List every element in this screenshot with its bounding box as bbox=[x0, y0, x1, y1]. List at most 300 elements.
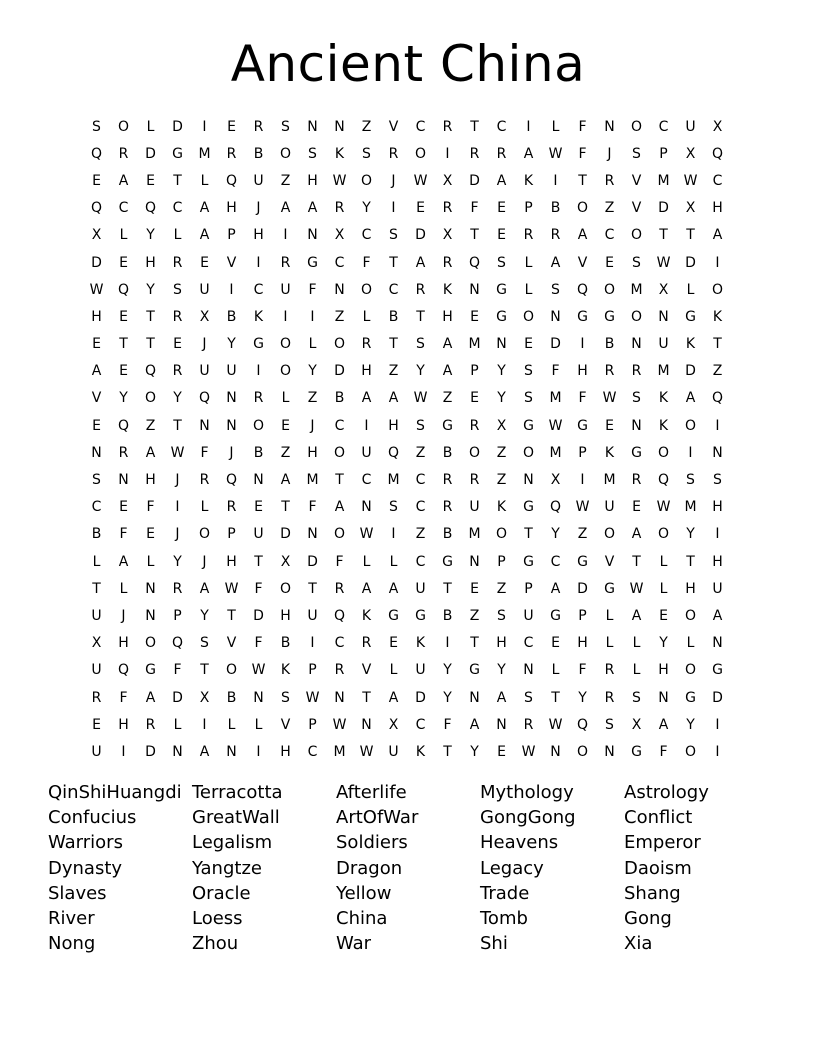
grid-letter: N bbox=[334, 689, 345, 706]
grid-letter: C bbox=[307, 743, 318, 760]
grid-letter: J bbox=[202, 553, 207, 570]
grid-letter: Y bbox=[686, 716, 695, 733]
grid-letter: L bbox=[686, 281, 695, 298]
grid-letter: N bbox=[145, 580, 156, 597]
grid-letter: W bbox=[656, 254, 671, 271]
grid-letter: T bbox=[308, 580, 317, 597]
grid-letter: T bbox=[362, 689, 371, 706]
word-list-item: Shang bbox=[624, 882, 681, 904]
grid-letter: D bbox=[334, 363, 345, 380]
grid-letter: Q bbox=[117, 662, 130, 679]
grid-letter: P bbox=[308, 662, 317, 679]
word-list-item: Zhou bbox=[192, 933, 239, 955]
grid-letter: P bbox=[227, 526, 236, 543]
grid-letter: F bbox=[308, 281, 317, 298]
grid-letter: T bbox=[119, 336, 128, 353]
grid-letter: Y bbox=[443, 662, 452, 679]
grid-letter: Z bbox=[496, 472, 507, 489]
grid-letter: C bbox=[334, 635, 345, 652]
grid-letter: Z bbox=[712, 363, 723, 380]
grid-letter: V bbox=[604, 553, 615, 570]
grid-letter: H bbox=[280, 607, 291, 624]
grid-letter: N bbox=[469, 553, 480, 570]
grid-letter: W bbox=[413, 390, 428, 407]
grid-letter: R bbox=[226, 145, 237, 162]
grid-letter: C bbox=[415, 118, 426, 135]
grid-letter: T bbox=[416, 308, 425, 325]
grid-letter: R bbox=[442, 200, 453, 217]
grid-letter: K bbox=[712, 308, 723, 325]
grid-letter: S bbox=[497, 254, 506, 271]
grid-letter: H bbox=[118, 635, 129, 652]
grid-letter: U bbox=[307, 607, 318, 624]
grid-letter: G bbox=[604, 580, 615, 597]
grid-letter: K bbox=[523, 172, 534, 189]
grid-letter: V bbox=[280, 716, 291, 733]
grid-letter: T bbox=[443, 743, 452, 760]
grid-letter: R bbox=[442, 499, 453, 516]
grid-letter: E bbox=[416, 200, 425, 217]
grid-letter: H bbox=[226, 553, 237, 570]
grid-letter: C bbox=[334, 254, 345, 271]
grid-letter: R bbox=[118, 145, 129, 162]
grid-letter: R bbox=[226, 499, 237, 516]
grid-letter: D bbox=[253, 607, 264, 624]
grid-letter: P bbox=[578, 444, 587, 461]
grid-letter: S bbox=[632, 390, 641, 407]
grid-letter: S bbox=[416, 417, 425, 434]
grid-letter: T bbox=[686, 553, 695, 570]
grid-letter: F bbox=[254, 580, 263, 597]
grid-letter: T bbox=[443, 580, 452, 597]
grid-letter: X bbox=[631, 716, 642, 733]
grid-letter: T bbox=[173, 417, 182, 434]
grid-letter: R bbox=[604, 172, 615, 189]
grid-letter: Y bbox=[362, 200, 371, 217]
grid-letter: C bbox=[658, 118, 669, 135]
grid-letter: H bbox=[685, 580, 696, 597]
grid-letter: R bbox=[523, 716, 534, 733]
grid-letter: N bbox=[496, 716, 507, 733]
grid-letter: W bbox=[548, 716, 563, 733]
grid-letter: I bbox=[445, 145, 450, 162]
word-list-item: Shi bbox=[480, 933, 508, 955]
grid-letter: E bbox=[470, 308, 479, 325]
grid-letter: S bbox=[632, 689, 641, 706]
grid-letter: H bbox=[442, 308, 453, 325]
grid-letter: U bbox=[199, 281, 210, 298]
grid-letter: L bbox=[281, 390, 290, 407]
grid-letter: B bbox=[253, 444, 264, 461]
grid-letter: T bbox=[227, 607, 236, 624]
grid-letter: W bbox=[575, 499, 590, 516]
grid-letter: S bbox=[200, 635, 209, 652]
grid-letter: D bbox=[658, 200, 669, 217]
grid-letter: B bbox=[226, 308, 237, 325]
grid-letter: G bbox=[631, 743, 642, 760]
grid-letter: G bbox=[415, 607, 426, 624]
grid-letter: E bbox=[119, 308, 128, 325]
grid-letter: X bbox=[280, 553, 291, 570]
grid-letter: R bbox=[604, 363, 615, 380]
grid-letter: N bbox=[469, 281, 480, 298]
word-list-item: Loess bbox=[192, 907, 243, 929]
grid-letter: Y bbox=[551, 526, 560, 543]
grid-letter: X bbox=[442, 227, 453, 244]
grid-letter: N bbox=[334, 118, 345, 135]
grid-letter: V bbox=[631, 172, 642, 189]
grid-letter: D bbox=[91, 254, 102, 271]
grid-letter: D bbox=[172, 118, 183, 135]
grid-letter: O bbox=[144, 390, 157, 407]
grid-letter: I bbox=[580, 472, 585, 489]
grid-letter: Y bbox=[200, 607, 209, 624]
grid-letter: S bbox=[524, 689, 533, 706]
grid-letter: H bbox=[307, 444, 318, 461]
word-list-item: China bbox=[336, 907, 388, 929]
grid-letter: B bbox=[334, 390, 345, 407]
grid-letter: S bbox=[362, 145, 371, 162]
grid-letter: L bbox=[173, 227, 182, 244]
grid-letter: I bbox=[526, 118, 531, 135]
grid-letter: O bbox=[684, 607, 697, 624]
grid-letter: Y bbox=[308, 363, 317, 380]
grid-letter: A bbox=[550, 580, 561, 597]
grid-letter: O bbox=[522, 444, 535, 461]
word-list-item: Legacy bbox=[480, 857, 544, 879]
grid-letter: A bbox=[145, 444, 156, 461]
grid-letter: I bbox=[256, 363, 261, 380]
grid-letter: F bbox=[551, 363, 560, 380]
grid-letter: C bbox=[496, 118, 507, 135]
grid-letter: C bbox=[253, 281, 264, 298]
grid-letter: A bbox=[523, 145, 534, 162]
grid-letter: O bbox=[522, 308, 535, 325]
grid-letter: M bbox=[657, 363, 670, 380]
letter-grid bbox=[83, 113, 731, 766]
grid-letter: T bbox=[470, 635, 479, 652]
grid-letter: W bbox=[548, 417, 563, 434]
grid-letter: S bbox=[281, 689, 290, 706]
grid-letter: W bbox=[629, 580, 644, 597]
grid-letter: I bbox=[121, 743, 126, 760]
word-list-item: Oracle bbox=[192, 882, 251, 904]
word-list-item: Tomb bbox=[480, 907, 528, 929]
grid-letter: O bbox=[279, 580, 292, 597]
grid-letter: H bbox=[361, 363, 372, 380]
grid-letter: G bbox=[685, 689, 696, 706]
grid-letter: Q bbox=[144, 363, 157, 380]
word-list-item: Daoism bbox=[624, 857, 692, 879]
grid-letter: Z bbox=[145, 417, 156, 434]
grid-letter: T bbox=[335, 472, 344, 489]
grid-letter: U bbox=[253, 172, 264, 189]
grid-letter: F bbox=[146, 499, 155, 516]
grid-letter: F bbox=[335, 553, 344, 570]
grid-letter: D bbox=[415, 227, 426, 244]
grid-letter: L bbox=[146, 118, 155, 135]
grid-letter: O bbox=[576, 200, 589, 217]
grid-letter: K bbox=[415, 635, 426, 652]
grid-letter: A bbox=[334, 499, 345, 516]
grid-letter: Y bbox=[173, 390, 182, 407]
grid-letter: E bbox=[605, 417, 614, 434]
grid-letter: A bbox=[145, 689, 156, 706]
grid-letter: C bbox=[118, 200, 129, 217]
grid-letter: W bbox=[332, 716, 347, 733]
grid-letter: Y bbox=[227, 336, 236, 353]
grid-letter: S bbox=[308, 145, 317, 162]
grid-letter: W bbox=[332, 172, 347, 189]
grid-letter: C bbox=[334, 417, 345, 434]
grid-letter: J bbox=[202, 336, 207, 353]
grid-letter: F bbox=[119, 689, 128, 706]
grid-letter: D bbox=[469, 172, 480, 189]
grid-letter: G bbox=[712, 662, 723, 679]
grid-letter: L bbox=[551, 118, 560, 135]
grid-letter: R bbox=[361, 635, 372, 652]
grid-letter: X bbox=[199, 308, 210, 325]
grid-letter: O bbox=[576, 743, 589, 760]
grid-letter: L bbox=[227, 716, 236, 733]
grid-letter: O bbox=[630, 308, 643, 325]
grid-letter: V bbox=[361, 662, 372, 679]
grid-letter: Y bbox=[659, 635, 668, 652]
grid-letter: G bbox=[685, 308, 696, 325]
grid-letter: Z bbox=[442, 390, 453, 407]
grid-letter: O bbox=[252, 417, 265, 434]
grid-letter: A bbox=[199, 227, 210, 244]
grid-letter: W bbox=[656, 499, 671, 516]
grid-letter: T bbox=[551, 689, 560, 706]
grid-letter: N bbox=[496, 336, 507, 353]
grid-letter: I bbox=[283, 227, 288, 244]
grid-letter: G bbox=[550, 607, 561, 624]
grid-letter: Y bbox=[470, 743, 479, 760]
grid-letter: P bbox=[578, 607, 587, 624]
grid-letter: E bbox=[119, 499, 128, 516]
grid-letter: N bbox=[145, 607, 156, 624]
grid-letter: S bbox=[416, 336, 425, 353]
grid-letter: Q bbox=[333, 607, 346, 624]
grid-letter: N bbox=[523, 472, 534, 489]
grid-letter: X bbox=[91, 635, 102, 652]
grid-letter: I bbox=[715, 417, 720, 434]
grid-letter: R bbox=[280, 254, 291, 271]
grid-letter: F bbox=[578, 662, 587, 679]
grid-letter: C bbox=[415, 499, 426, 516]
grid-letter: T bbox=[200, 662, 209, 679]
grid-letter: L bbox=[362, 308, 371, 325]
grid-letter: A bbox=[712, 607, 723, 624]
grid-letter: Z bbox=[604, 200, 615, 217]
grid-letter: A bbox=[280, 200, 291, 217]
grid-letter: N bbox=[307, 118, 318, 135]
grid-letter: I bbox=[175, 499, 180, 516]
grid-letter: W bbox=[359, 526, 374, 543]
grid-letter: E bbox=[92, 417, 101, 434]
grid-letter: E bbox=[92, 716, 101, 733]
grid-letter: F bbox=[308, 499, 317, 516]
grid-letter: N bbox=[523, 662, 534, 679]
grid-letter: A bbox=[685, 390, 696, 407]
grid-letter: L bbox=[632, 635, 641, 652]
grid-letter: L bbox=[632, 662, 641, 679]
grid-letter: L bbox=[686, 635, 695, 652]
grid-letter: I bbox=[310, 635, 315, 652]
grid-letter: K bbox=[658, 417, 669, 434]
grid-letter: F bbox=[470, 200, 479, 217]
grid-letter: E bbox=[173, 336, 182, 353]
grid-letter: D bbox=[577, 580, 588, 597]
grid-letter: I bbox=[202, 118, 207, 135]
grid-letter: R bbox=[91, 689, 102, 706]
grid-letter: T bbox=[146, 308, 155, 325]
grid-letter: N bbox=[172, 743, 183, 760]
grid-letter: A bbox=[631, 607, 642, 624]
grid-letter: Y bbox=[416, 363, 425, 380]
grid-letter: I bbox=[715, 254, 720, 271]
grid-letter: R bbox=[361, 336, 372, 353]
grid-letter: N bbox=[334, 281, 345, 298]
grid-letter: L bbox=[362, 553, 371, 570]
grid-letter: N bbox=[658, 689, 669, 706]
grid-letter: O bbox=[279, 145, 292, 162]
grid-letter: N bbox=[361, 499, 372, 516]
grid-letter: Q bbox=[198, 390, 211, 407]
grid-letter: R bbox=[442, 118, 453, 135]
grid-letter: R bbox=[469, 417, 480, 434]
word-list-item: Astrology bbox=[624, 782, 709, 803]
grid-letter: I bbox=[310, 308, 315, 325]
grid-letter: Q bbox=[711, 390, 724, 407]
grid-letter: R bbox=[442, 472, 453, 489]
grid-letter: D bbox=[172, 689, 183, 706]
word-list-item: ArtOfWar bbox=[336, 807, 419, 829]
grid-letter: K bbox=[253, 308, 264, 325]
grid-letter: W bbox=[548, 145, 563, 162]
grid-letter: T bbox=[470, 118, 479, 135]
grid-letter: A bbox=[361, 580, 372, 597]
grid-letter: Z bbox=[280, 444, 291, 461]
grid-letter: M bbox=[549, 390, 562, 407]
grid-letter: V bbox=[388, 118, 399, 135]
grid-letter: D bbox=[307, 553, 318, 570]
grid-letter: R bbox=[388, 145, 399, 162]
grid-letter: F bbox=[362, 254, 371, 271]
grid-letter: U bbox=[253, 526, 264, 543]
grid-letter: B bbox=[280, 635, 291, 652]
grid-letter: D bbox=[685, 363, 696, 380]
grid-letter: A bbox=[118, 553, 129, 570]
grid-letter: T bbox=[281, 499, 290, 516]
grid-letter: H bbox=[226, 200, 237, 217]
grid-letter: U bbox=[91, 607, 102, 624]
grid-letter: L bbox=[524, 254, 533, 271]
grid-letter: V bbox=[631, 200, 642, 217]
grid-letter: E bbox=[146, 526, 155, 543]
grid-letter: U bbox=[91, 743, 102, 760]
grid-letter: H bbox=[91, 308, 102, 325]
grid-letter: E bbox=[659, 607, 668, 624]
grid-letter: O bbox=[360, 281, 373, 298]
grid-letter: M bbox=[468, 526, 481, 543]
grid-letter: M bbox=[684, 499, 697, 516]
grid-letter: R bbox=[334, 200, 345, 217]
grid-letter: X bbox=[685, 145, 696, 162]
word-list-item: GreatWall bbox=[192, 807, 280, 829]
grid-letter: R bbox=[631, 363, 642, 380]
word-list-item: Mythology bbox=[480, 782, 574, 803]
grid-letter: S bbox=[389, 499, 398, 516]
grid-letter: X bbox=[91, 227, 102, 244]
grid-letter: T bbox=[578, 172, 587, 189]
grid-letter: B bbox=[442, 444, 453, 461]
grid-letter: U bbox=[604, 499, 615, 516]
word-list-item: Dragon bbox=[336, 857, 403, 879]
grid-letter: G bbox=[442, 553, 453, 570]
grid-letter: E bbox=[146, 172, 155, 189]
word-list-item: Gong bbox=[624, 907, 672, 929]
grid-letter: G bbox=[577, 553, 588, 570]
grid-letter: Y bbox=[443, 689, 452, 706]
grid-letter: U bbox=[361, 444, 372, 461]
grid-letter: C bbox=[361, 227, 372, 244]
grid-letter: H bbox=[145, 472, 156, 489]
grid-letter: Y bbox=[119, 390, 128, 407]
grid-letter: Z bbox=[415, 444, 426, 461]
grid-letter: O bbox=[495, 526, 508, 543]
grid-letter: H bbox=[307, 172, 318, 189]
grid-letter: U bbox=[388, 743, 399, 760]
grid-letter: A bbox=[469, 716, 480, 733]
grid-letter: O bbox=[225, 662, 238, 679]
grid-letter: L bbox=[605, 635, 614, 652]
grid-letter: Y bbox=[146, 281, 155, 298]
grid-letter: M bbox=[603, 472, 616, 489]
grid-letter: M bbox=[468, 336, 481, 353]
grid-letter: H bbox=[577, 363, 588, 380]
grid-letter: V bbox=[226, 635, 237, 652]
grid-letter: K bbox=[685, 336, 696, 353]
grid-letter: T bbox=[524, 526, 533, 543]
grid-letter: E bbox=[119, 363, 128, 380]
grid-letter: O bbox=[603, 526, 616, 543]
grid-letter: V bbox=[91, 390, 102, 407]
grid-letter: U bbox=[523, 607, 534, 624]
grid-letter: Z bbox=[469, 607, 480, 624]
grid-letter: Z bbox=[334, 308, 345, 325]
grid-letter: T bbox=[686, 227, 695, 244]
grid-letter: W bbox=[359, 743, 374, 760]
grid-letter: O bbox=[684, 417, 697, 434]
grid-letter: L bbox=[389, 662, 398, 679]
grid-letter: R bbox=[199, 472, 210, 489]
grid-letter: X bbox=[199, 689, 210, 706]
grid-letter: E bbox=[92, 172, 101, 189]
grid-letter: R bbox=[145, 716, 156, 733]
grid-letter: E bbox=[497, 743, 506, 760]
grid-letter: R bbox=[334, 662, 345, 679]
grid-letter: I bbox=[256, 743, 261, 760]
grid-letter: K bbox=[604, 444, 615, 461]
grid-letter: W bbox=[170, 444, 185, 461]
grid-letter: G bbox=[307, 254, 318, 271]
grid-letter: R bbox=[253, 118, 264, 135]
grid-letter: A bbox=[442, 363, 453, 380]
grid-letter: Q bbox=[90, 200, 103, 217]
grid-letter: L bbox=[119, 227, 128, 244]
